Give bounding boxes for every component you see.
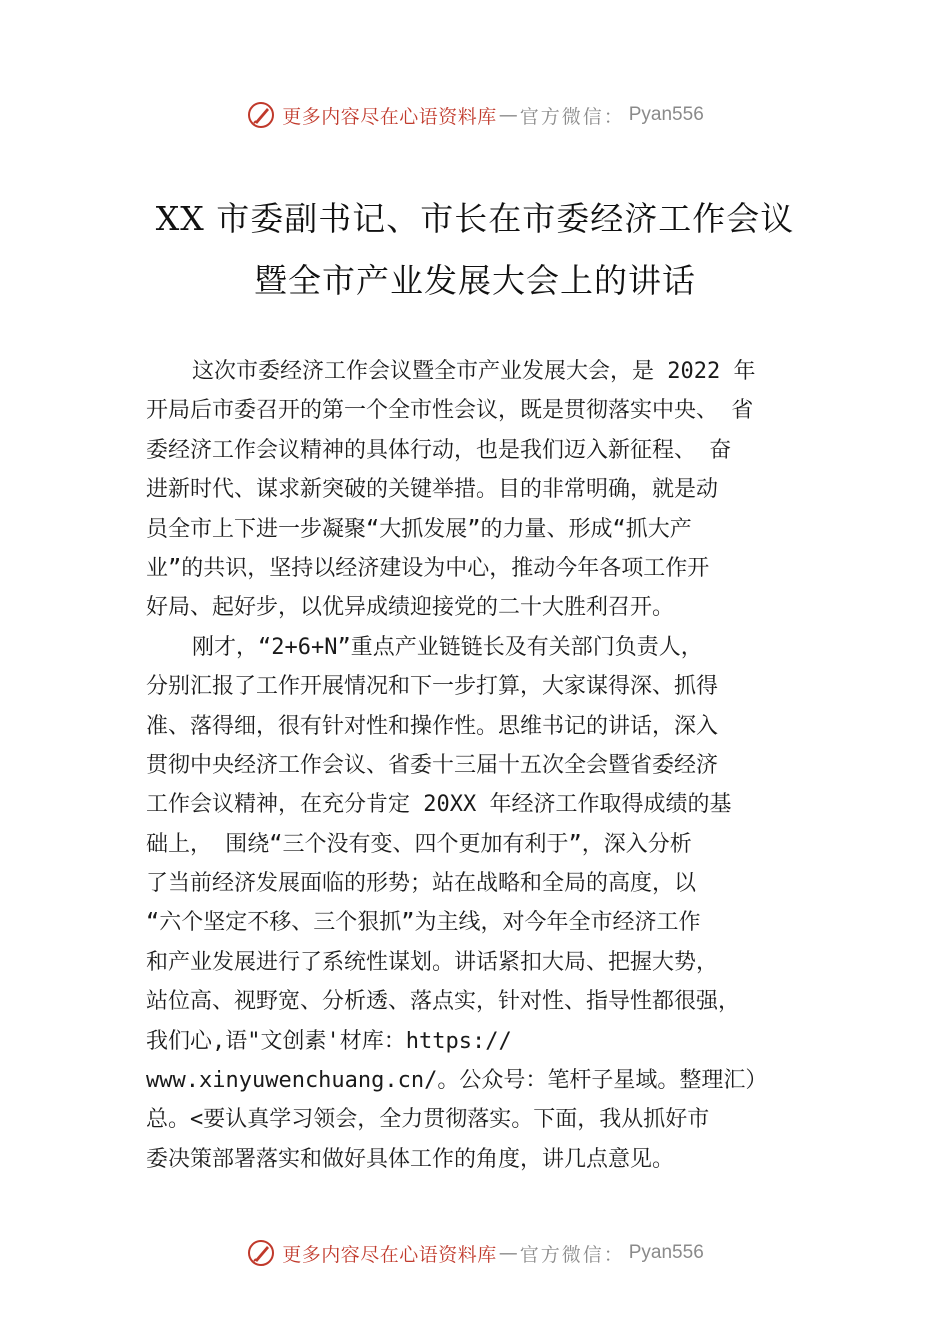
document-body [146, 352, 836, 1179]
body-line: “六个坚定不移、三个狠抓”为主线，对今年全市经济工作 [146, 910, 701, 936]
body-line: 这次市委经济工作会议暨全市产业发展大会，是 2022 年 [192, 359, 756, 384]
body-line: 础上， 围绕“三个没有变、四个更加有利于”，深入分析 [146, 831, 692, 857]
banner-wechat-id: Pyan556 [628, 1242, 704, 1263]
banner-wechat-label: 官方微信： [519, 1243, 625, 1266]
body-line: 总。<要认真学习领会，全力贯彻落实。下面，我从抓好市 [146, 1107, 710, 1133]
body-line: 员全市上下进一步凝聚“大抓发展”的力量、形成“抓大产 [146, 516, 692, 542]
body-line: www.xinyuwenchuang.cn/。公众号：笔杆子星域。整理汇） [146, 1068, 768, 1094]
document-title [0, 188, 950, 312]
body-line: 开局后市委召开的第一个全市性会议，既是贯彻落实中央、 省 [146, 398, 754, 424]
body-line: 工作会议精神，在充分肯定 20XX 年经济工作取得成绩的基 [146, 792, 732, 818]
quill-logo-icon [246, 100, 276, 130]
body-line: 了当前经济发展面临的形势；站在战略和全局的高度，以 [146, 871, 697, 897]
body-line: 贯彻中央经济工作会议、省委十三届十五次全会暨省委经济 [146, 752, 719, 778]
banner-slogan: 更多内容尽在心语资料库 [282, 105, 497, 128]
banner-wechat-id: Pyan556 [628, 104, 704, 125]
body-line: 刚才，“2+6+N”重点产业链链长及有关部门负责人， [192, 634, 703, 660]
body-line: 站位高、视野宽、分析透、落点实，针对性、指导性都很强， [146, 989, 741, 1015]
header-watermark-banner [0, 95, 950, 135]
quill-logo-icon [246, 1238, 276, 1268]
body-line: 业”的共识，坚持以经济建设为中心，推动今年各项工作开 [146, 555, 710, 581]
banner-dash: — [498, 104, 518, 126]
footer-watermark-banner [0, 1233, 950, 1273]
banner-wechat-label: 官方微信： [519, 105, 625, 128]
body-line: 分别汇报了工作开展情况和下一步打算，大家谋得深、抓得 [146, 674, 719, 700]
body-line: 委决策部署落实和做好具体工作的角度，讲几点意见。 [146, 1146, 675, 1172]
body-line: 我们心,语"文创素'材库：https:// [146, 1028, 512, 1054]
body-line: 委经济工作会议精神的具体行动，也是我们迈入新征程、 奋 [146, 437, 732, 463]
body-line: 和产业发展进行了系统性谋划。讲话紧扣大局、把握大势， [146, 949, 719, 975]
title-line-1: XX 市委副书记、市长在市委经济工作会议 [155, 199, 795, 238]
body-line: 准、落得细，很有针对性和操作性。思维书记的讲话，深入 [146, 713, 719, 739]
body-line: 进新时代、谋求新突破的关键举措。目的非常明确，就是动 [146, 477, 719, 503]
body-line: 好局、起好步，以优异成绩迎接党的二十大胜利召开。 [146, 595, 675, 621]
banner-slogan: 更多内容尽在心语资料库 [282, 1243, 497, 1266]
title-line-2: 暨全市产业发展大会上的讲话 [254, 261, 696, 300]
banner-dash: — [498, 1242, 518, 1264]
